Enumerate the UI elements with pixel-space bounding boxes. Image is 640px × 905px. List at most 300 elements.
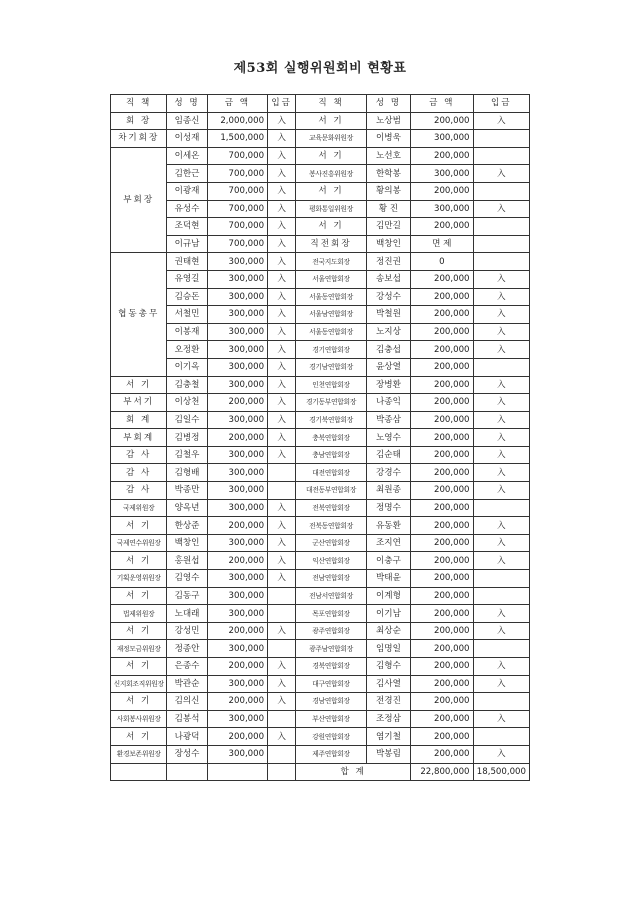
amount-cell: 300,000 — [207, 376, 267, 394]
name-cell: 박철원 — [366, 306, 410, 324]
amount-cell: 200,000 — [411, 306, 473, 324]
name-cell: 유동환 — [366, 517, 410, 535]
position-cell: 대전동부연합회장 — [296, 482, 367, 500]
name-cell: 이세온 — [167, 147, 207, 165]
paid-mark-cell: 入 — [473, 376, 529, 394]
empty-cell — [167, 763, 207, 781]
position-cell: 교육문화위원장 — [296, 130, 367, 148]
column-header: 금 액 — [411, 95, 473, 113]
position-cell: 서 기 — [111, 376, 167, 394]
name-cell: 오정환 — [167, 341, 207, 359]
name-cell: 장성수 — [167, 745, 207, 763]
position-cell: 국제위원장 — [111, 499, 167, 517]
table-row — [111, 745, 530, 763]
position-cell: 기획운영위원장 — [111, 570, 167, 588]
name-cell: 이계형 — [366, 587, 410, 605]
paid-mark-cell: 入 — [268, 323, 296, 341]
name-cell: 임종신 — [167, 112, 207, 130]
amount-cell: 200,000 — [411, 288, 473, 306]
table-row — [111, 464, 530, 482]
amount-cell: 0 — [411, 253, 473, 271]
table-row — [111, 429, 530, 447]
name-cell: 정진권 — [366, 253, 410, 271]
name-cell: 이기옥 — [167, 358, 207, 376]
paid-mark-cell: 入 — [473, 464, 529, 482]
position-cell: 인천연합회장 — [296, 376, 367, 394]
paid-mark-cell — [473, 570, 529, 588]
position-cell: 전북연합회장 — [296, 499, 367, 517]
name-cell: 정명수 — [366, 499, 410, 517]
name-cell: 노대래 — [167, 605, 207, 623]
paid-mark-cell — [473, 693, 529, 711]
name-cell: 김사열 — [366, 675, 410, 693]
name-cell: 정종안 — [167, 640, 207, 658]
name-cell: 한학봉 — [366, 165, 410, 183]
name-cell: 조정삼 — [366, 710, 410, 728]
position-cell: 대전연합회장 — [296, 464, 367, 482]
name-cell: 김충철 — [167, 376, 207, 394]
table-row — [111, 640, 530, 658]
position-cell: 부회장 — [111, 147, 167, 253]
name-cell: 백창인 — [167, 534, 207, 552]
table-row — [111, 482, 530, 500]
amount-cell: 300,000 — [207, 570, 267, 588]
empty-cell — [111, 763, 167, 781]
paid-mark-cell — [473, 587, 529, 605]
amount-cell: 200,000 — [411, 394, 473, 412]
paid-mark-cell — [473, 728, 529, 746]
position-cell: 서 기 — [111, 693, 167, 711]
position-cell: 서 기 — [296, 182, 367, 200]
fee-status-table — [110, 94, 530, 781]
table-row — [111, 552, 530, 570]
name-cell: 윤상열 — [366, 358, 410, 376]
table-row — [111, 675, 530, 693]
amount-cell: 200,000 — [411, 534, 473, 552]
name-cell: 최상순 — [366, 622, 410, 640]
position-cell: 전북동연합회장 — [296, 517, 367, 535]
position-cell: 국제연수위원장 — [111, 534, 167, 552]
amount-cell: 200,000 — [411, 728, 473, 746]
name-cell: 황 진 — [366, 200, 410, 218]
paid-mark-cell: 入 — [268, 341, 296, 359]
name-cell: 전경진 — [366, 693, 410, 711]
amount-cell: 200,000 — [411, 517, 473, 535]
name-cell: 박종만 — [167, 482, 207, 500]
amount-cell: 300,000 — [207, 745, 267, 763]
amount-cell: 300,000 — [207, 446, 267, 464]
paid-mark-cell — [268, 587, 296, 605]
position-cell: 군산연합회장 — [296, 534, 367, 552]
paid-mark-cell — [473, 235, 529, 253]
amount-cell: 2,000,000 — [207, 112, 267, 130]
position-cell: 경기연합회장 — [296, 341, 367, 359]
name-cell: 박관순 — [167, 675, 207, 693]
name-cell: 김형수 — [366, 658, 410, 676]
header-row — [111, 95, 530, 113]
amount-cell: 300,000 — [411, 165, 473, 183]
position-cell: 환경보존위원장 — [111, 745, 167, 763]
paid-mark-cell: 入 — [473, 165, 529, 183]
amount-cell: 700,000 — [207, 235, 267, 253]
name-cell: 노선호 — [366, 147, 410, 165]
paid-mark-cell — [268, 640, 296, 658]
paid-mark-cell: 入 — [268, 376, 296, 394]
amount-cell: 700,000 — [207, 200, 267, 218]
name-cell: 김의신 — [167, 693, 207, 711]
name-cell: 조지연 — [366, 534, 410, 552]
total-paid: 18,500,000 — [473, 763, 529, 781]
amount-cell: 300,000 — [207, 499, 267, 517]
amount-cell: 300,000 — [207, 587, 267, 605]
table-row — [111, 658, 530, 676]
name-cell: 이광재 — [167, 182, 207, 200]
amount-cell: 200,000 — [207, 728, 267, 746]
name-cell: 권태현 — [167, 253, 207, 271]
name-cell: 김동구 — [167, 587, 207, 605]
table-row — [111, 253, 530, 271]
table-row — [111, 605, 530, 623]
position-cell: 부산연합회장 — [296, 710, 367, 728]
position-cell: 서 기 — [111, 622, 167, 640]
amount-cell: 300,000 — [207, 640, 267, 658]
amount-cell: 700,000 — [207, 218, 267, 236]
name-cell: 한상준 — [167, 517, 207, 535]
name-cell: 강성민 — [167, 622, 207, 640]
table-row — [111, 182, 530, 200]
paid-mark-cell: 入 — [268, 728, 296, 746]
position-cell: 서 기 — [111, 587, 167, 605]
paid-mark-cell: 入 — [268, 235, 296, 253]
column-header: 입금 — [268, 95, 296, 113]
position-cell: 법제위원장 — [111, 605, 167, 623]
name-cell: 이기남 — [366, 605, 410, 623]
paid-mark-cell: 入 — [268, 147, 296, 165]
empty-cell — [207, 763, 267, 781]
amount-cell: 200,000 — [207, 517, 267, 535]
paid-mark-cell: 入 — [268, 552, 296, 570]
amount-cell: 200,000 — [411, 693, 473, 711]
amount-cell: 300,000 — [207, 534, 267, 552]
paid-mark-cell: 入 — [268, 570, 296, 588]
name-cell: 노지상 — [366, 323, 410, 341]
total-amount: 22,800,000 — [411, 763, 473, 781]
paid-mark-cell: 入 — [268, 182, 296, 200]
position-cell: 서울동연합회장 — [296, 288, 367, 306]
paid-mark-cell: 入 — [473, 200, 529, 218]
table-row — [111, 499, 530, 517]
name-cell: 서철민 — [167, 306, 207, 324]
table-row — [111, 622, 530, 640]
name-cell: 박태윤 — [366, 570, 410, 588]
paid-mark-cell: 入 — [268, 253, 296, 271]
paid-mark-cell: 入 — [268, 165, 296, 183]
amount-cell: 200,000 — [411, 358, 473, 376]
position-cell: 제주연합회장 — [296, 745, 367, 763]
amount-cell: 200,000 — [411, 429, 473, 447]
table-row — [111, 288, 530, 306]
position-cell: 익산연합회장 — [296, 552, 367, 570]
name-cell: 김봉석 — [167, 710, 207, 728]
amount-cell: 300,000 — [207, 253, 267, 271]
paid-mark-cell — [473, 218, 529, 236]
position-cell: 서 기 — [111, 552, 167, 570]
name-cell: 유성수 — [167, 200, 207, 218]
paid-mark-cell: 入 — [473, 675, 529, 693]
name-cell: 은종수 — [167, 658, 207, 676]
paid-mark-cell: 入 — [268, 534, 296, 552]
amount-cell: 200,000 — [411, 622, 473, 640]
amount-cell: 1,500,000 — [207, 130, 267, 148]
amount-cell: 200,000 — [411, 446, 473, 464]
position-cell: 회 계 — [111, 411, 167, 429]
name-cell: 박종삼 — [366, 411, 410, 429]
name-cell: 장병환 — [366, 376, 410, 394]
paid-mark-cell — [268, 464, 296, 482]
amount-cell: 200,000 — [207, 622, 267, 640]
amount-cell: 300,000 — [207, 464, 267, 482]
name-cell: 강경수 — [366, 464, 410, 482]
name-cell: 강성수 — [366, 288, 410, 306]
amount-cell: 200,000 — [411, 341, 473, 359]
position-cell: 목포연합회장 — [296, 605, 367, 623]
paid-mark-cell: 入 — [268, 112, 296, 130]
paid-mark-cell: 入 — [268, 411, 296, 429]
paid-mark-cell: 入 — [268, 200, 296, 218]
name-cell: 이병욱 — [366, 130, 410, 148]
paid-mark-cell: 入 — [473, 341, 529, 359]
name-cell: 황의봉 — [366, 182, 410, 200]
paid-mark-cell: 入 — [268, 358, 296, 376]
amount-cell: 200,000 — [411, 605, 473, 623]
position-cell: 경기북연합회장 — [296, 411, 367, 429]
amount-cell: 200,000 — [411, 482, 473, 500]
name-cell: 노영수 — [366, 429, 410, 447]
name-cell: 양옥년 — [167, 499, 207, 517]
paid-mark-cell: 入 — [268, 622, 296, 640]
amount-cell: 200,000 — [411, 499, 473, 517]
name-cell: 백창인 — [366, 235, 410, 253]
amount-cell: 200,000 — [411, 464, 473, 482]
name-cell: 김일수 — [167, 411, 207, 429]
name-cell: 김병정 — [167, 429, 207, 447]
paid-mark-cell — [268, 710, 296, 728]
amount-cell: 200,000 — [411, 570, 473, 588]
paid-mark-cell: 入 — [473, 411, 529, 429]
position-cell: 경기남연합회장 — [296, 358, 367, 376]
position-cell: 부서기 — [111, 394, 167, 412]
position-cell: 감 사 — [111, 446, 167, 464]
amount-cell: 300,000 — [207, 341, 267, 359]
position-cell: 서 기 — [296, 147, 367, 165]
paid-mark-cell: 入 — [473, 658, 529, 676]
empty-cell — [268, 763, 296, 781]
paid-mark-cell — [473, 182, 529, 200]
document-title: 제53회 실행위원회비 현황표 — [233, 61, 407, 76]
name-cell: 임명일 — [366, 640, 410, 658]
position-cell: 협동총무 — [111, 253, 167, 376]
table-row — [111, 517, 530, 535]
position-cell: 서 기 — [111, 658, 167, 676]
position-cell: 경북연합회장 — [296, 658, 367, 676]
name-cell: 김순태 — [366, 446, 410, 464]
name-cell: 김충섭 — [366, 341, 410, 359]
name-cell: 노상범 — [366, 112, 410, 130]
amount-cell: 300,000 — [207, 270, 267, 288]
position-cell: 서울남연합회장 — [296, 306, 367, 324]
position-cell: 전남연합회장 — [296, 570, 367, 588]
position-cell: 경기동부연합회장 — [296, 394, 367, 412]
amount-cell: 700,000 — [207, 182, 267, 200]
paid-mark-cell — [473, 640, 529, 658]
amount-cell: 200,000 — [411, 376, 473, 394]
paid-mark-cell: 入 — [473, 482, 529, 500]
paid-mark-cell: 入 — [268, 429, 296, 447]
amount-cell: 300,000 — [207, 482, 267, 500]
amount-cell: 200,000 — [411, 658, 473, 676]
table-row — [111, 693, 530, 711]
paid-mark-cell: 入 — [473, 534, 529, 552]
amount-cell: 300,000 — [207, 306, 267, 324]
name-cell: 염기철 — [366, 728, 410, 746]
paid-mark-cell: 入 — [268, 270, 296, 288]
table-row — [111, 358, 530, 376]
paid-mark-cell: 入 — [268, 130, 296, 148]
table-row — [111, 710, 530, 728]
amount-cell: 면 제 — [411, 235, 473, 253]
amount-cell: 200,000 — [411, 640, 473, 658]
table-row — [111, 235, 530, 253]
name-cell: 이봉재 — [167, 323, 207, 341]
name-cell: 이상천 — [167, 394, 207, 412]
paid-mark-cell: 入 — [268, 306, 296, 324]
paid-mark-cell — [473, 358, 529, 376]
total-label: 합 계 — [296, 763, 411, 781]
amount-cell: 300,000 — [207, 710, 267, 728]
table-row — [111, 411, 530, 429]
amount-cell: 200,000 — [207, 693, 267, 711]
position-cell: 서울연합회장 — [296, 270, 367, 288]
position-cell: 대구연합회장 — [296, 675, 367, 693]
paid-mark-cell: 入 — [473, 745, 529, 763]
name-cell: 이성재 — [167, 130, 207, 148]
name-cell: 김한근 — [167, 165, 207, 183]
position-cell: 경남연합회장 — [296, 693, 367, 711]
amount-cell: 300,000 — [207, 288, 267, 306]
table-row — [111, 200, 530, 218]
amount-cell: 200,000 — [411, 182, 473, 200]
paid-mark-cell: 入 — [268, 675, 296, 693]
table-row — [111, 130, 530, 148]
paid-mark-cell — [473, 253, 529, 271]
table-row — [111, 341, 530, 359]
table-row — [111, 218, 530, 236]
paid-mark-cell: 入 — [473, 112, 529, 130]
table-row — [111, 147, 530, 165]
paid-mark-cell: 入 — [268, 693, 296, 711]
paid-mark-cell: 入 — [473, 446, 529, 464]
column-header: 직 책 — [111, 95, 167, 113]
name-cell: 김만길 — [366, 218, 410, 236]
name-cell: 이충구 — [366, 552, 410, 570]
position-cell: 감 사 — [111, 464, 167, 482]
paid-mark-cell — [473, 130, 529, 148]
amount-cell: 200,000 — [411, 112, 473, 130]
column-header: 입금 — [473, 95, 529, 113]
amount-cell: 200,000 — [411, 411, 473, 429]
name-cell: 박봉림 — [366, 745, 410, 763]
paid-mark-cell: 入 — [268, 288, 296, 306]
amount-cell: 200,000 — [411, 745, 473, 763]
amount-cell: 300,000 — [207, 675, 267, 693]
paid-mark-cell: 入 — [473, 605, 529, 623]
name-cell: 김철우 — [167, 446, 207, 464]
table-row — [111, 534, 530, 552]
column-header: 성 명 — [366, 95, 410, 113]
paid-mark-cell: 入 — [268, 394, 296, 412]
paid-mark-cell: 入 — [473, 517, 529, 535]
position-cell: 회 장 — [111, 112, 167, 130]
name-cell: 조덕현 — [167, 218, 207, 236]
name-cell: 김형배 — [167, 464, 207, 482]
position-cell: 충북연합회장 — [296, 429, 367, 447]
paid-mark-cell: 入 — [473, 622, 529, 640]
paid-mark-cell: 入 — [473, 306, 529, 324]
position-cell: 서 기 — [296, 218, 367, 236]
table-row — [111, 112, 530, 130]
amount-cell: 700,000 — [207, 147, 267, 165]
amount-cell: 300,000 — [411, 200, 473, 218]
table-row — [111, 570, 530, 588]
amount-cell: 700,000 — [207, 165, 267, 183]
column-header: 직 책 — [296, 95, 367, 113]
table-row — [111, 306, 530, 324]
paid-mark-cell: 入 — [473, 429, 529, 447]
position-cell: 봉사진흥위원장 — [296, 165, 367, 183]
paid-mark-cell: 入 — [268, 499, 296, 517]
position-cell: 강원연합회장 — [296, 728, 367, 746]
paid-mark-cell — [268, 605, 296, 623]
paid-mark-cell — [268, 745, 296, 763]
amount-cell: 300,000 — [207, 411, 267, 429]
paid-mark-cell: 入 — [268, 446, 296, 464]
name-cell: 김영수 — [167, 570, 207, 588]
amount-cell: 200,000 — [411, 147, 473, 165]
amount-cell: 200,000 — [411, 270, 473, 288]
amount-cell: 300,000 — [207, 323, 267, 341]
position-cell: 부회계 — [111, 429, 167, 447]
position-cell: 사회봉사위원장 — [111, 710, 167, 728]
position-cell: 차기회장 — [111, 130, 167, 148]
position-cell: 전남서연합회장 — [296, 587, 367, 605]
amount-cell: 300,000 — [207, 605, 267, 623]
amount-cell: 200,000 — [207, 658, 267, 676]
paid-mark-cell — [473, 499, 529, 517]
amount-cell: 200,000 — [411, 323, 473, 341]
table-row — [111, 728, 530, 746]
amount-cell: 200,000 — [411, 218, 473, 236]
paid-mark-cell: 入 — [473, 323, 529, 341]
amount-cell: 300,000 — [411, 130, 473, 148]
paid-mark-cell: 入 — [473, 552, 529, 570]
table-row — [111, 394, 530, 412]
position-cell: 서울동연합회장 — [296, 323, 367, 341]
position-cell: 광주연합회장 — [296, 622, 367, 640]
table-row — [111, 587, 530, 605]
name-cell: 최원종 — [366, 482, 410, 500]
name-cell: 나종익 — [366, 394, 410, 412]
amount-cell: 200,000 — [207, 429, 267, 447]
